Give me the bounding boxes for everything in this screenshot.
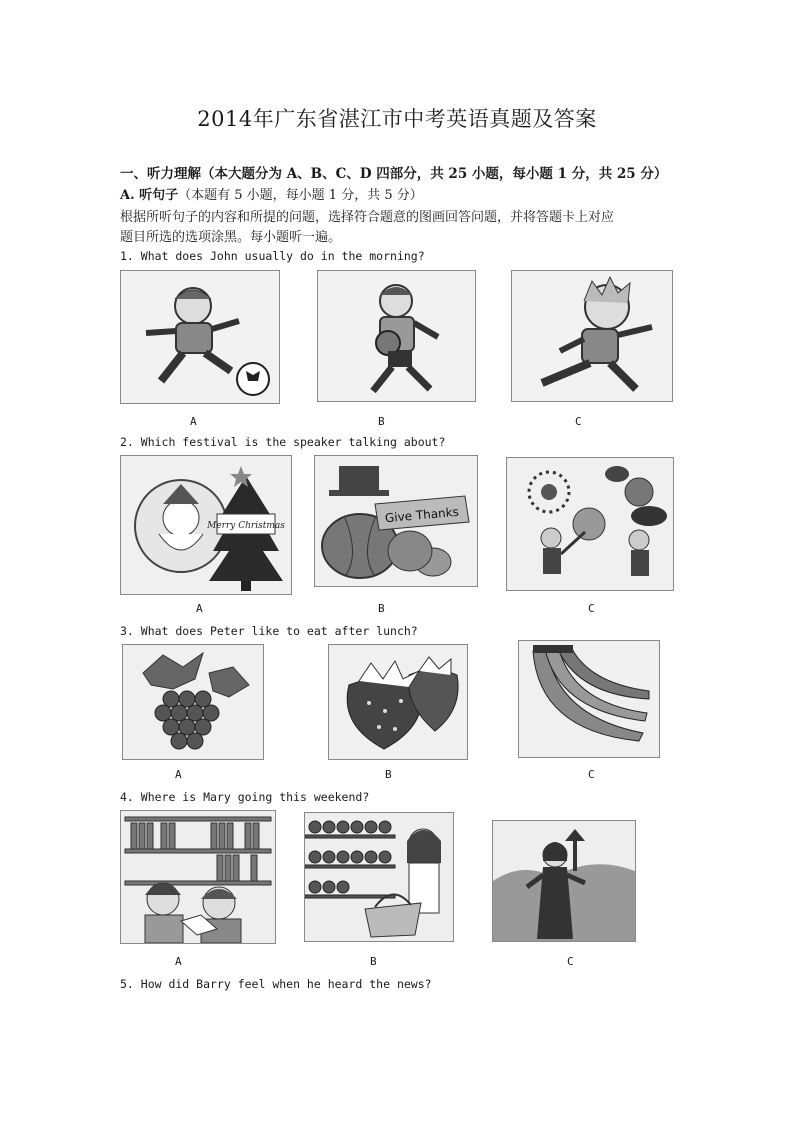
lantern-festival-icon [507, 458, 673, 590]
section-heading: 一、听力理解（本大题分为 A、B、C、D 四部分，共 25 小题，每小题 1 分，共 25 分） [120, 166, 668, 182]
question-3: 3. What does Peter like to eat after lunch? [120, 624, 418, 638]
part-a-heading [120, 184, 423, 203]
strawberries-icon [329, 645, 467, 759]
option-1c-image [511, 270, 673, 402]
part-a-note: （本题有 5 小题，每小题 1 分，共 5 分） [178, 188, 423, 203]
thanksgiving-icon [315, 456, 477, 586]
option-1a-label: A [190, 415, 197, 428]
option-1c-label: C [575, 415, 582, 428]
option-4c-label: C [567, 955, 574, 968]
supermarket-icon [305, 813, 453, 941]
question-2: 2. Which festival is the speaker talking about? [120, 435, 446, 449]
option-3c-image [518, 640, 660, 758]
give-thanks-text: Give Thanks [384, 504, 460, 526]
option-3a-label: A [175, 768, 182, 781]
instructions-line-1: 根据所听句子的内容和所提的问题，选择符合题意的图画回答问题，并将答题卡上对应 [120, 210, 615, 225]
option-1b-image [317, 270, 476, 402]
question-1: 1. What does John usually do in the morning? [120, 249, 425, 263]
option-1b-label: B [378, 415, 385, 428]
option-4a-image [120, 810, 276, 944]
part-a-label: A. 听句子 [120, 188, 179, 203]
boy-kicking-football-icon [121, 271, 279, 403]
option-3c-label: C [588, 768, 595, 781]
option-1a-image [120, 270, 280, 404]
instructions-line-2: 题目所选的选项涂黑。每小题听一遍。 [120, 230, 342, 245]
option-2b-image [314, 455, 478, 587]
option-2a-label: A [196, 602, 203, 615]
bananas-icon [519, 641, 659, 757]
option-4c-image [492, 820, 636, 942]
question-4: 4. Where is Mary going this weekend? [120, 790, 370, 804]
library-icon [121, 811, 275, 943]
christmas-icon [121, 456, 291, 594]
option-4b-label: B [370, 955, 377, 968]
option-2c-label: C [588, 602, 595, 615]
grapes-icon [123, 645, 263, 759]
boy-playing-basketball-icon [318, 271, 475, 401]
option-4a-label: A [175, 955, 182, 968]
boy-running-icon [512, 271, 672, 401]
park-icon [493, 821, 635, 941]
question-5: 5. How did Barry feel when he heard the news? [120, 977, 432, 991]
option-4b-image [304, 812, 454, 942]
merry-christmas-text: Merry Christmas [207, 521, 285, 531]
option-3b-label: B [385, 768, 392, 781]
option-3b-image [328, 644, 468, 760]
option-2b-label: B [378, 602, 385, 615]
option-3a-image [122, 644, 264, 760]
option-2c-image [506, 457, 674, 591]
option-2a-image [120, 455, 292, 595]
page-title: 2014年广东省湛江市中考英语真题及答案 [197, 107, 597, 131]
